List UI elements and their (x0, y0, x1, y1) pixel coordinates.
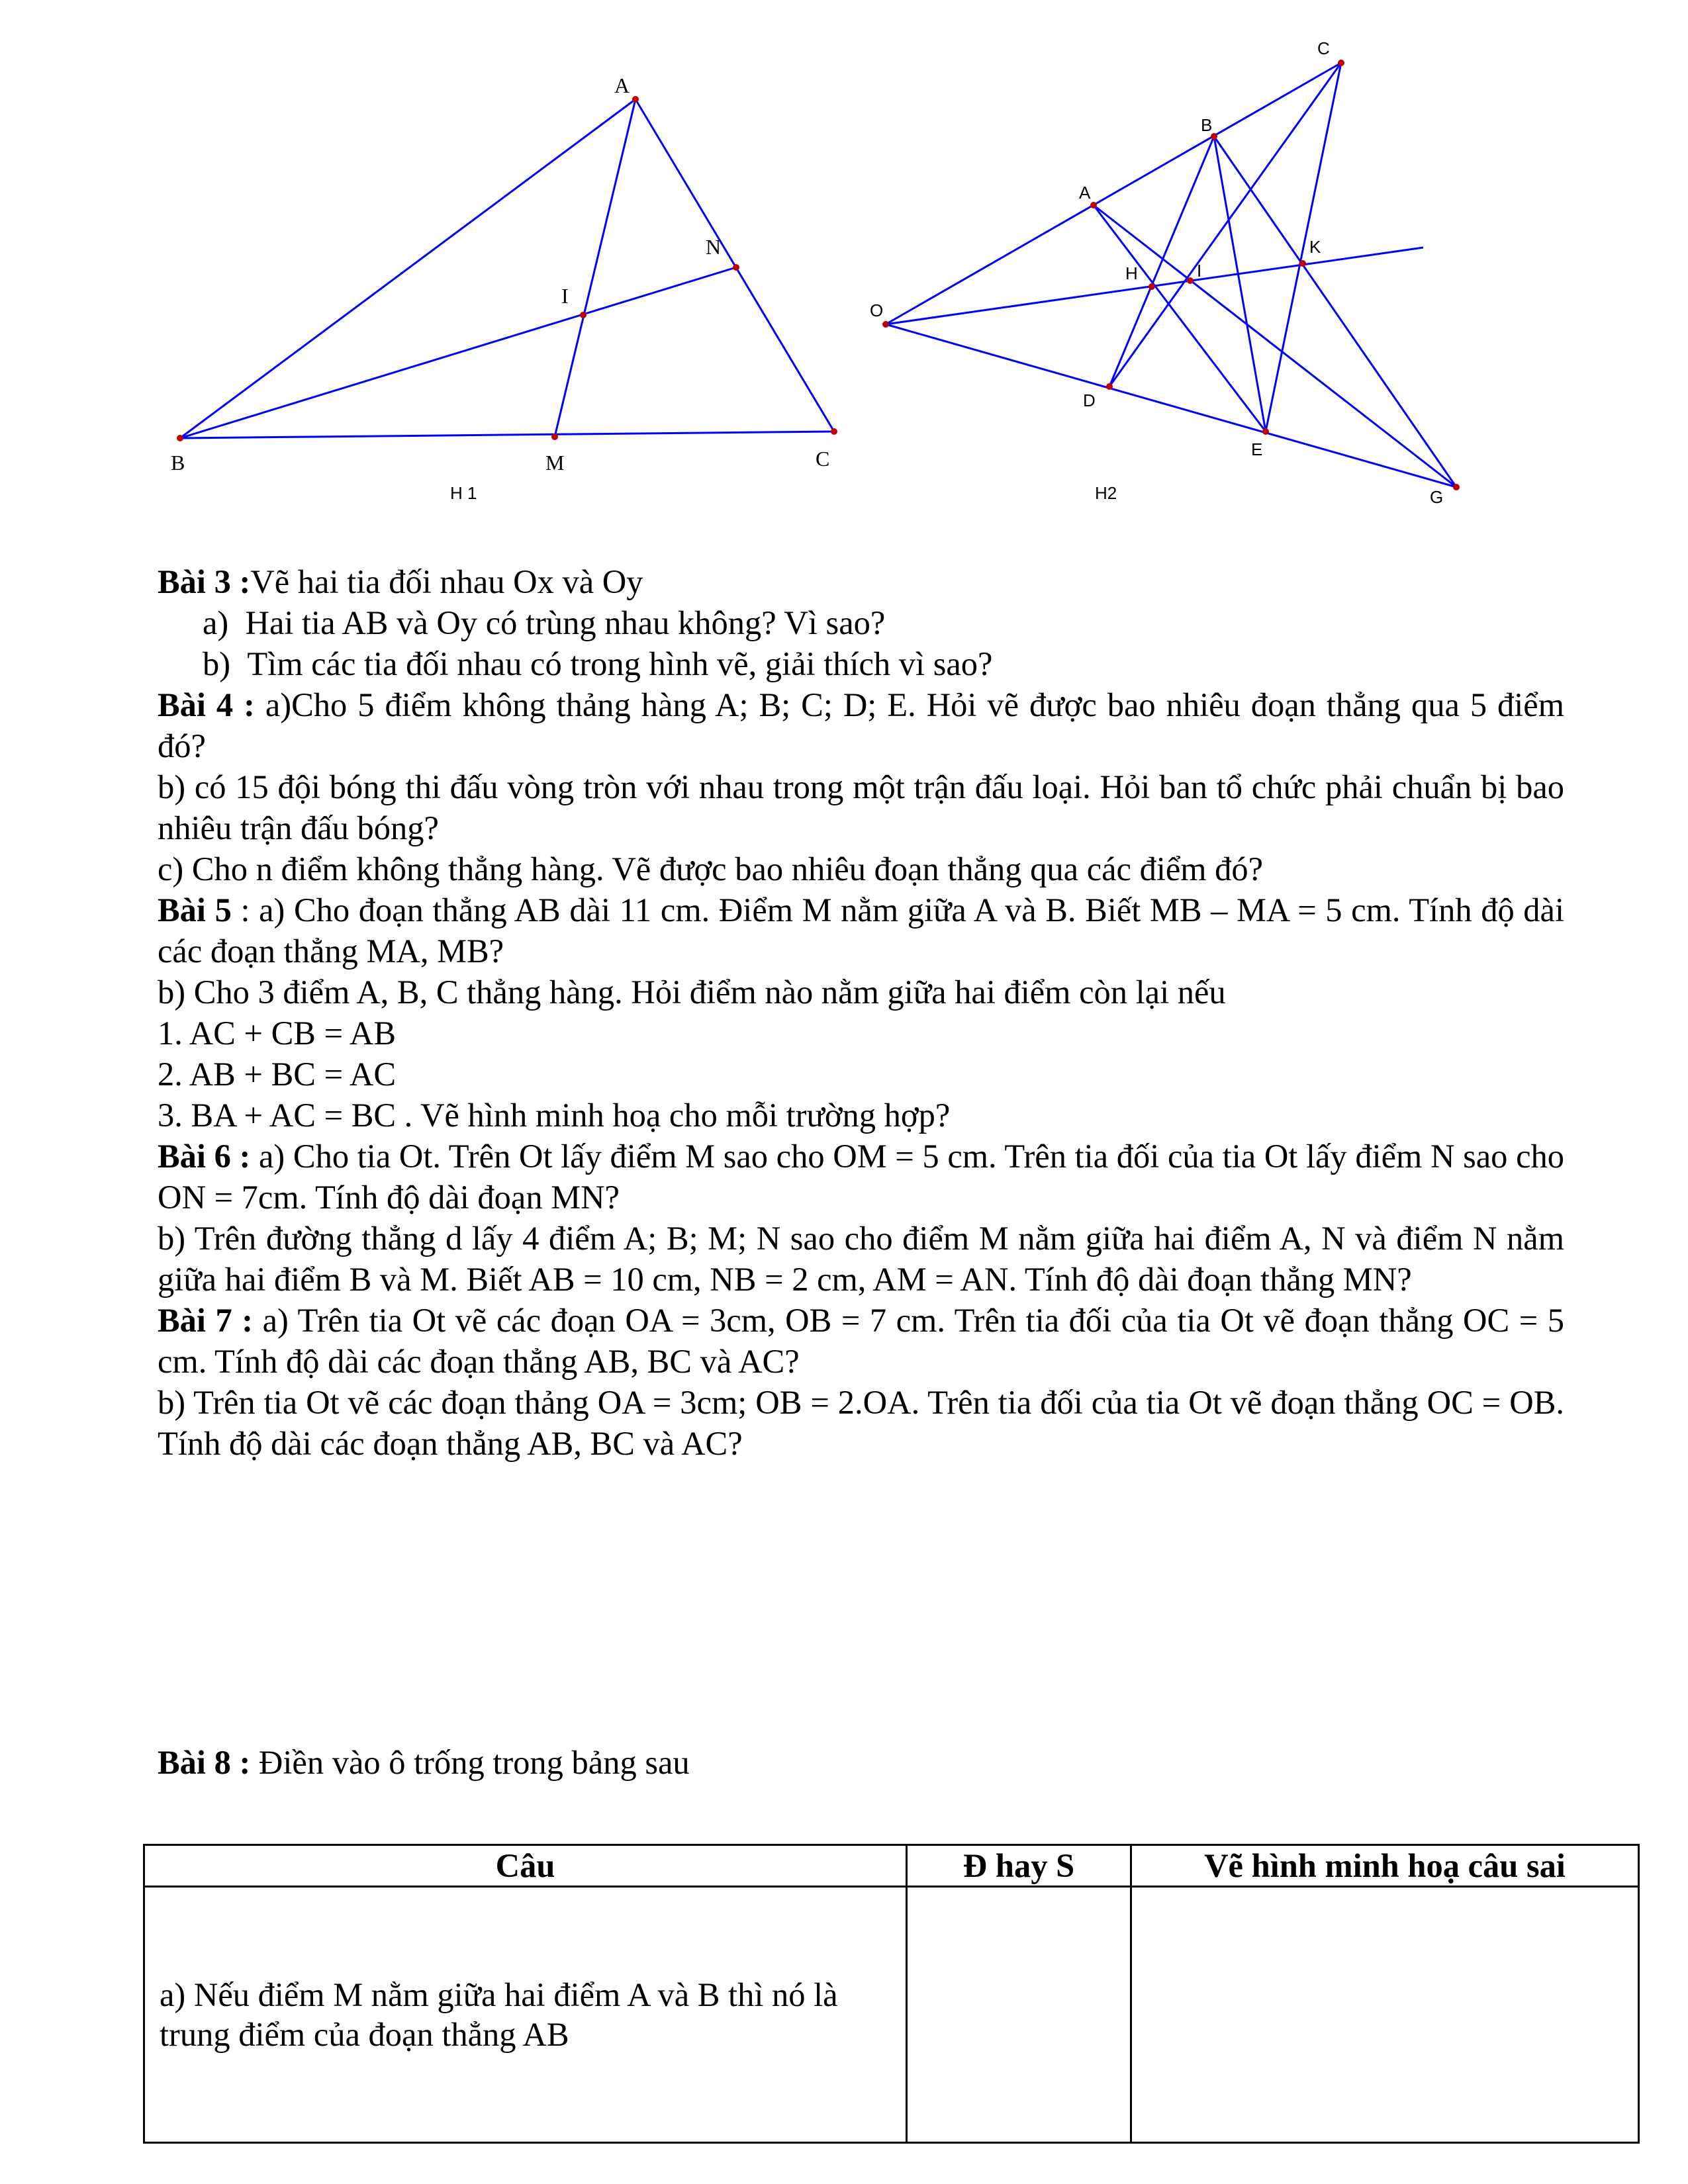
label-b-h2: B (1201, 115, 1213, 135)
label-c-h1: C (816, 447, 830, 471)
figure-h2-points (882, 60, 1460, 490)
bai7-b: b) Trên tia Ot vẽ các đoạn thảng OA = 3cm; OB = 2.OA. Trên tia đối của tia Ot vẽ đoạn thẳng OC = OB. Tính độ dài các đoạn thẳng AB, BC và AC? (158, 1384, 1564, 1462)
label-o-h2: O (870, 300, 884, 320)
figure-h1-points (177, 96, 837, 441)
bai3-text: Vẽ hai tia đối nhau Ox và Oy (250, 563, 643, 600)
bai4-a-text: a)Cho 5 điểm không thảng hàng A; B; C; D; E. Hỏi vẽ được bao nhiêu đoạn thẳng qua 5 điểm đó? (158, 686, 1565, 764)
label-k-h2: K (1309, 237, 1321, 257)
label-a-h1: A (614, 73, 630, 97)
bai3-item-a-marker: a) (203, 604, 229, 641)
header-cau: Câu (144, 1845, 907, 1887)
geometry-figures (0, 0, 1688, 529)
caption-h2: H2 (1095, 483, 1117, 503)
exercise-content (158, 561, 1564, 1464)
point-c-h2 (1338, 60, 1344, 66)
label-b-h1: B (171, 451, 185, 475)
header-d-hay-s: Đ hay S (907, 1845, 1131, 1887)
point-g-h2 (1453, 484, 1460, 490)
point-o-h2 (882, 321, 889, 328)
bai3-heading (158, 561, 1564, 602)
point-h-h2 (1149, 283, 1155, 290)
bai4-a (158, 684, 1564, 766)
point-e-h2 (1262, 428, 1269, 435)
bai8-heading (158, 1742, 690, 1783)
answer-cell[interactable] (907, 1887, 1131, 2143)
header-ve-hinh: Vẽ hình minh hoạ câu sai (1131, 1845, 1639, 1887)
bai5-case-1: 1. AC + CB = AB (158, 1015, 397, 1052)
bai4-c: c) Cho n điểm không thẳng hàng. Vẽ được bao nhiêu đoạn thẳng qua các điểm đó? (158, 850, 1264, 887)
bai6-title: Bài 6 : (158, 1138, 251, 1175)
point-d-h2 (1106, 383, 1113, 390)
segment-bn (180, 267, 736, 438)
bai6-b: b) Trên đường thẳng d lấy 4 điểm A; B; M; N sao cho điểm M nằm giữa hai điểm A, N và điểm N nằm giữa hai điểm B và M. Biết AB = 10 cm, NB = 2 cm, AM = AN. Tính độ dài đoạn thẳng MN? (158, 1220, 1564, 1298)
label-a-h2: A (1079, 183, 1091, 203)
statement-cell: a) Nếu điểm M nằm giữa hai điểm A và B thì nó là trung điểm của đoạn thẳng AB (144, 1887, 907, 2143)
ray-og (886, 324, 1456, 487)
bai4-b: b) có 15 đội bóng thi đấu vòng tròn với nhau trong một trận đấu loại. Hỏi ban tổ chức phải chuẩn bị bao nhiêu trận đấu bóng? (158, 768, 1564, 846)
bai3-item-a (189, 602, 1564, 643)
bai6-a (158, 1136, 1564, 1218)
label-h-h2: H (1125, 263, 1138, 283)
label-d-h2: D (1083, 390, 1096, 410)
bai3-item-b (189, 643, 1564, 684)
table-header-row (144, 1845, 1639, 1887)
point-i-h1 (580, 312, 586, 318)
bai7-a (158, 1300, 1564, 1382)
bai5-b: b) Cho 3 điểm A, B, C thẳng hàng. Hỏi điểm nào nằm giữa hai điểm còn lại nếu (158, 974, 1226, 1011)
ray-oc (886, 63, 1341, 324)
point-a-h2 (1090, 202, 1097, 208)
bai3-list (158, 602, 1564, 684)
caption-h1: H 1 (450, 483, 477, 503)
bai8-text: Điền vào ô trống trong bảng sau (250, 1744, 690, 1781)
point-k-h2 (1299, 260, 1306, 267)
true-false-table (143, 1844, 1640, 2144)
point-a-h1 (632, 96, 639, 103)
label-n-h1: N (706, 235, 722, 259)
bai5-a-text: : a) Cho đoạn thẳng AB dài 11 cm. Điểm M nằm giữa A và B. Biết MB – MA = 5 cm. Tính độ dài các đoạn thẳng MA, MB? (158, 891, 1565, 970)
point-m-h1 (551, 433, 558, 440)
label-i-h2: I (1197, 261, 1202, 281)
segment-bg (1214, 136, 1456, 487)
label-g-h2: G (1430, 487, 1444, 507)
bai5-case-3: 3. BA + AC = BC . Vẽ hình minh hoạ cho mỗi trường hợp? (158, 1097, 951, 1134)
label-e-h2: E (1251, 439, 1263, 459)
bai7-a-text: a) Trên tia Ot vẽ các đoạn OA = 3cm, OB = 7 cm. Trên tia đối của tia Ot vẽ đoạn thẳng OC = 5 cm. Tính độ dài các đoạn thẳng AB, BC và AC? (158, 1302, 1564, 1380)
bai5-a (158, 889, 1564, 972)
drawing-cell[interactable] (1131, 1887, 1639, 2143)
point-n-h1 (733, 264, 739, 271)
bai5-case-2: 2. AB + BC = AC (158, 1056, 397, 1093)
segment-ag (1094, 205, 1456, 487)
label-i-h1: I (561, 284, 569, 308)
bai3-item-b-marker: b) (203, 645, 231, 682)
figure-h1-labels (171, 73, 829, 503)
point-c-h1 (831, 428, 837, 435)
bai6-a-text: a) Cho tia Ot. Trên Ot lấy điểm M sao cho OM = 5 cm. Trên tia đối của tia Ot lấy điểm N sao cho ON = 7cm. Tính độ dài đoạn MN? (158, 1138, 1565, 1216)
bai3-item-b-text: Tìm các tia đối nhau có trong hình vẽ, giải thích vì sao? (247, 645, 993, 682)
figure-h2 (886, 63, 1456, 487)
bai3-title: Bài 3 : (158, 563, 251, 600)
point-b-h1 (177, 435, 183, 441)
label-c-h2: C (1317, 38, 1330, 58)
segment-ce (1266, 63, 1341, 432)
bai7-title: Bài 7 : (158, 1302, 254, 1339)
bai3-item-a-text: Hai tia AB và Oy có trùng nhau không? Vì sao? (245, 604, 886, 641)
point-i-h2 (1187, 277, 1194, 284)
bai4-title: Bài 4 : (158, 686, 255, 723)
label-m-h1: M (545, 451, 565, 475)
table-row (144, 1887, 1639, 2143)
segment-bc (180, 432, 834, 438)
bai8-title: Bài 8 : (158, 1744, 251, 1781)
segment-cd (1109, 63, 1341, 387)
bai5-title: Bài 5 (158, 891, 232, 929)
